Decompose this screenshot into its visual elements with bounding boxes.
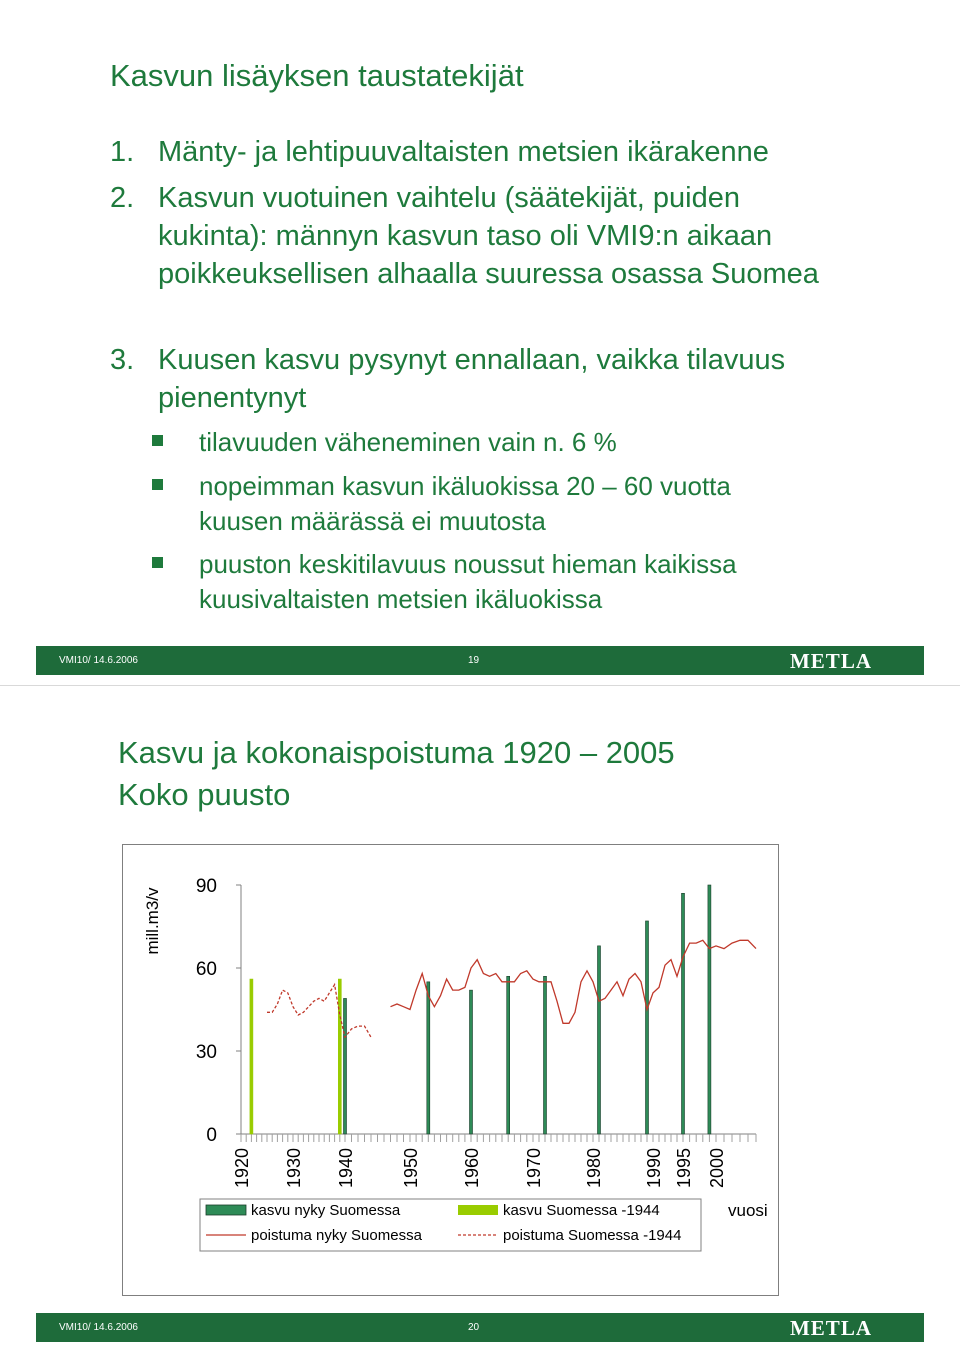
metla-logo: METLA [789, 649, 872, 673]
legend-label: poistuma nyky Suomessa [251, 1227, 422, 1244]
bar-kasvu-now [646, 921, 649, 1134]
list-number: 3. [110, 344, 135, 376]
bullet-text: nopeimman kasvun ikäluokissa 20 – 60 vuotta kuusen määrässä ei muutosta [199, 471, 731, 536]
bullet-square-icon [152, 479, 163, 490]
bar-kasvu-now [598, 946, 601, 1134]
line-poistuma-old [267, 985, 371, 1038]
list-number: 2. [110, 182, 135, 214]
x-tick-label: 1990 [644, 1148, 664, 1189]
bullet-square-icon [152, 557, 163, 568]
slide-footer [36, 1313, 924, 1342]
metla-logo: METLA [789, 1316, 872, 1340]
x-tick-label: 1940 [336, 1148, 356, 1189]
bar-kasvu-old [338, 979, 341, 1134]
list-number: 1. [110, 136, 135, 168]
legend-label: kasvu nyky Suomessa [251, 1202, 401, 1219]
page-number: 19 [468, 655, 480, 666]
legend-label: kasvu Suomessa -1944 [503, 1202, 660, 1219]
x-tick-label: 1960 [462, 1148, 482, 1189]
x-tick-label: 1950 [401, 1148, 421, 1189]
list-text: Kuusen kasvu pysynyt ennallaan, vaikka tilavuus pienentynyt [158, 344, 786, 414]
bullet-text: puuston keskitilavuus noussut hieman kaikissa kuusivaltaisten metsien ikäluokissa [199, 549, 737, 614]
slide-title: Kasvun lisäyksen taustatekijät [110, 58, 524, 93]
x-tick-label: 1995 [674, 1148, 694, 1189]
bar-kasvu-now [427, 982, 430, 1134]
chart-frame [122, 844, 779, 1296]
bar-kasvu-old [250, 979, 253, 1134]
list-text: Kasvun vuotuinen vaihtelu (säätekijät, puiden kukinta): männyn kasvun taso oli VMI9:n aikaan poikkeuksellisen alhaalla suuressa osassa Suomea [158, 182, 819, 290]
footer-meta: VMI10/ 14.6.2006 [59, 1322, 138, 1333]
bullet-text: tilavuuden väheneminen vain n. 6 % [199, 427, 617, 457]
slide-footer [36, 646, 924, 675]
line-poistuma-now [391, 940, 757, 1023]
legend-label: poistuma Suomessa -1944 [503, 1227, 682, 1244]
bar-kasvu-now [507, 976, 510, 1134]
bar-kasvu-now [470, 990, 473, 1134]
bullet-square-icon [152, 435, 163, 446]
y-tick-label: 0 [206, 1125, 217, 1146]
x-tick-label: 1930 [284, 1148, 304, 1189]
bar-kasvu-now [682, 893, 685, 1134]
bar-kasvu-now [708, 885, 711, 1134]
x-tick-label: 1980 [584, 1148, 604, 1189]
x-axis-label: vuosi [728, 1201, 768, 1220]
x-tick-label: 1920 [232, 1148, 252, 1189]
x-tick-label: 2000 [707, 1148, 727, 1189]
chart-slide-subtitle: Koko puusto [118, 777, 291, 812]
legend-swatch-kasvu-old [458, 1205, 498, 1215]
bar-kasvu-now [544, 976, 547, 1134]
growth-removal-chart [123, 845, 778, 1295]
bar-kasvu-now [344, 998, 347, 1134]
page-number: 20 [468, 1322, 480, 1333]
footer-meta: VMI10/ 14.6.2006 [59, 655, 138, 666]
y-tick-label: 90 [195, 876, 217, 897]
y-tick-label: 60 [195, 959, 217, 980]
x-tick-label: 1970 [524, 1148, 544, 1189]
chart-slide-title: Kasvu ja kokonaispoistuma 1920 – 2005 [118, 735, 675, 770]
slide-20 [0, 685, 960, 1368]
y-tick-label: 30 [195, 1042, 217, 1063]
list-text: Mänty- ja lehtipuuvaltaisten metsien ikärakenne [158, 136, 769, 168]
y-axis-label: mill.m3/v [143, 887, 162, 955]
legend-swatch-kasvu-now [206, 1205, 246, 1215]
